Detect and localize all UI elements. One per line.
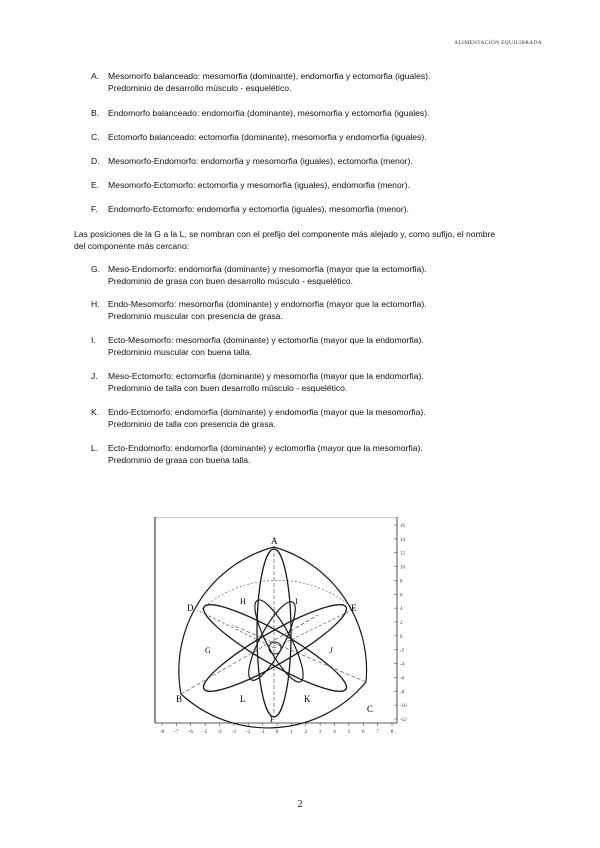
list-item-letter: E.: [91, 180, 100, 190]
list-item-text: Predominio de grasa con buena talla.: [108, 454, 251, 465]
label-b: B: [176, 694, 183, 704]
center-circle: [269, 642, 281, 654]
list-item-text: Ectomorfo balanceado: ectomorfia (dominante), mesomorfia y endomorfia (iguales).: [108, 132, 427, 142]
list-item-letter: K.: [91, 407, 100, 417]
label-f: F: [270, 715, 275, 724]
list-item-text: Meso-Ectomorfo: ectomorfia (dominante) y mesomorfia (mayor que la endomorfia).: [108, 371, 424, 381]
list-item-text: Mesomorfo-Ectomorfo: ectomorfia y mesomorfia (iguales), endomorfia (menor).: [108, 180, 410, 190]
y-tick-labels: [400, 524, 407, 723]
y-tick-label: -10: [400, 704, 407, 710]
x-tick-label: 0: [275, 730, 279, 735]
list-item-text: Endo-Ectomorfo: endomorfia (dominante) y endomorfia (mayor que la mesomorfia).: [108, 407, 426, 417]
reuleaux-triangle-outline: [179, 547, 367, 728]
list-item-letter: C.: [91, 132, 100, 142]
y-tick-label: 12: [400, 551, 405, 557]
intro-paragraph: [74, 229, 534, 252]
y-tick-label: 6: [400, 593, 403, 599]
list-item-text: Endomorfo-Ectomorfo: endomorfia y ectomorfia (iguales), mesomorfia (menor).: [108, 204, 409, 214]
y-tick-label: -6: [400, 676, 405, 682]
list-item-text: Predominio de talla con buen desarrollo músculo - esquelético.: [108, 382, 348, 393]
x-tick-labels: [160, 730, 394, 735]
list-item-text: Predominio de grasa con buen desarrollo músculo - esquelético.: [108, 275, 354, 286]
list-item-text: Mesomorfo balanceado: mesomorfia (dominante), endomorfia y ectomorfia (iguales).: [108, 71, 431, 81]
y-tick-label: 2: [400, 621, 403, 626]
y-tick-label: -12: [400, 718, 407, 723]
label-h: H: [240, 597, 246, 606]
list-item-text: Predominio de desarrollo músculo - esquelético.: [108, 82, 292, 93]
list-item-text: Mesomorfo-Endomorfo: endomorfia y mesomorfia (iguales), ectomorfia (menor).: [108, 156, 413, 166]
list-item-letter: H.: [91, 299, 100, 309]
y-tick-label: 0: [400, 634, 403, 640]
running-header: ALIMENTACIÓN EQUILIBRADA: [454, 40, 542, 46]
list-item-text: Endo-Mesomorfo: mesomorfia (dominante) y endomorfia (mayor que la ectomorfia).: [108, 299, 427, 309]
list-item-letter: F.: [91, 204, 98, 214]
list-item-text: Ecto-Endomorfo: endomorfia (dominante) y ectomorfia (mayor que la mesomorfia).: [108, 443, 423, 453]
list-item-letter: L.: [91, 443, 99, 453]
x-tick-label: -5: [203, 730, 208, 735]
x-tick-label: 4: [333, 730, 336, 735]
x-tick-label: 2: [304, 730, 307, 735]
x-tick-label: 5: [347, 730, 351, 735]
y-tick-marks: [394, 525, 397, 719]
paragraph-line: del componente más cercano:: [74, 240, 190, 251]
label-g: G: [205, 646, 211, 655]
x-tick-label: -1: [260, 730, 265, 735]
x-tick-label: -2: [246, 730, 251, 735]
x-tick-label: 8: [390, 730, 394, 735]
list-item-text: Endomorfo balanceado: endomorfia (dominante), mesomorfia y ectomorfia (iguales).: [108, 108, 430, 118]
page-number: 2: [297, 799, 303, 810]
label-i: I: [295, 597, 298, 606]
list-item-letter: A.: [91, 71, 100, 81]
x-tick-label: -8: [159, 730, 165, 735]
x-tick-label: 3: [318, 730, 322, 735]
list-item-letter: D.: [91, 156, 100, 166]
paragraph-line: Las posiciones de la G a la L, se nombran con el prefijo del componente más alejado y, como sufijo, el nombre: [74, 229, 496, 239]
dotted-arc: [202, 580, 354, 609]
y-tick-label: 10: [400, 565, 405, 571]
y-tick-label: 16: [400, 524, 405, 529]
x-tick-label: -6: [188, 730, 193, 735]
x-tick-label: 7: [376, 730, 379, 735]
somatochart-svg: [154, 517, 408, 741]
list-item-text: Predominio de talla con presencia de grasa.: [108, 418, 276, 429]
list-item-letter: I.: [91, 335, 96, 345]
y-tick-label: 4: [400, 607, 403, 613]
label-a: A: [271, 536, 278, 546]
label-k: K: [304, 694, 311, 704]
label-j: J: [329, 646, 333, 655]
x-tick-label: -3: [231, 730, 236, 735]
y-tick-label: -4: [400, 662, 405, 668]
y-tick-label: -8: [400, 690, 405, 696]
list-item-text: Ecto-Mesomorfo: mesomorfia (dominante) y ectomorfia (mayor que la endomorfia).: [108, 335, 424, 345]
list-item-letter: G.: [91, 264, 101, 274]
x-tick-label: 1: [290, 730, 293, 735]
y-tick-label: 8: [400, 579, 403, 585]
y-tick-label: 14: [400, 537, 405, 543]
x-tick-label: -4: [217, 730, 222, 735]
list-item-text: Meso-Endomorfo: endomorfia (dominante) y mesomorfia (mayor que la ectomorfia).: [108, 264, 427, 274]
somatochart-figure: [154, 517, 408, 741]
label-e: E: [351, 603, 357, 613]
list-item-letter: B.: [91, 108, 100, 118]
list-item-text: Predominio muscular con presencia de grasa.: [108, 310, 283, 321]
label-d: D: [187, 603, 194, 613]
x-tick-label: -7: [174, 730, 179, 735]
y-tick-label: -2: [400, 648, 405, 654]
label-c: C: [367, 704, 374, 714]
label-l: L: [240, 694, 246, 704]
x-tick-label: 6: [362, 730, 365, 735]
x-tick-marks: [162, 723, 392, 726]
list-item-text: Predominio muscular con buena talla.: [108, 346, 252, 357]
list-item-letter: J.: [91, 371, 98, 381]
